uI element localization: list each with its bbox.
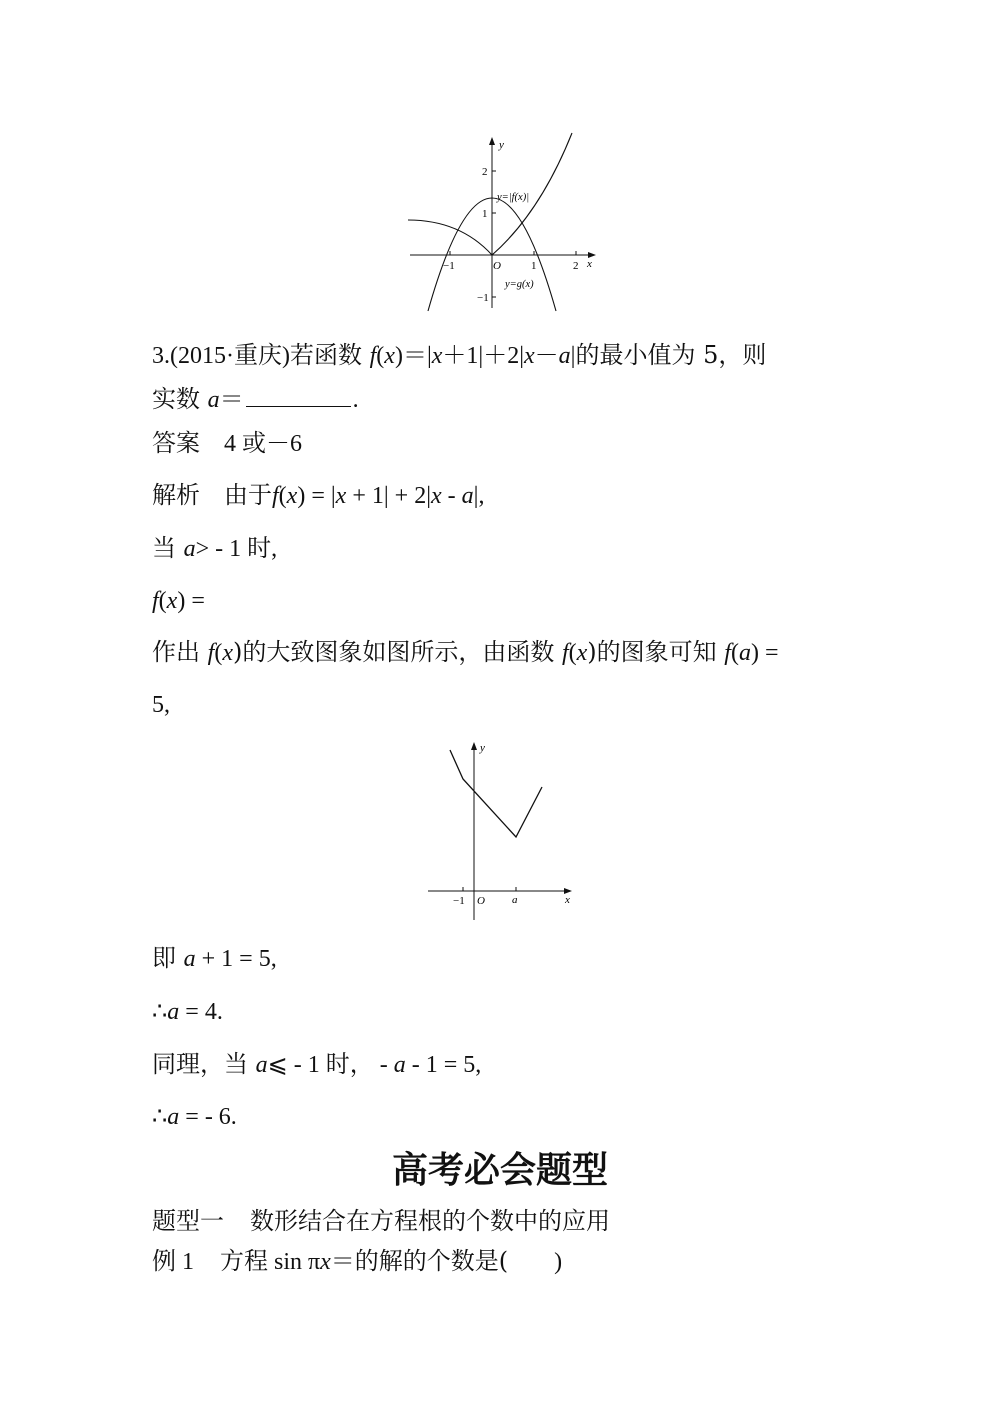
formula-part: |, bbox=[473, 483, 485, 509]
analysis-text: )的大致图象如图所示，由函数 bbox=[232, 638, 562, 666]
y-axis-arrow bbox=[471, 742, 477, 750]
analysis-text: 同理，当 bbox=[152, 1050, 256, 1078]
analysis-line-5: 5, bbox=[152, 692, 170, 718]
formula-part: - bbox=[441, 483, 462, 509]
formula-part: + 1 = 5, bbox=[195, 946, 277, 972]
x-tick-neg1: −1 bbox=[453, 895, 465, 907]
formula-part: ( bbox=[376, 343, 385, 369]
formula-part: － bbox=[534, 343, 559, 369]
therefore-symbol: ∴ bbox=[152, 1102, 168, 1130]
formula-var: a bbox=[183, 946, 196, 972]
analysis-line-1 bbox=[152, 480, 484, 511]
y-axis-arrow bbox=[489, 137, 495, 145]
analysis-text: 作出 bbox=[152, 638, 208, 666]
formula-var: a bbox=[738, 640, 751, 666]
formula-part: ⩽ - 1 时， - bbox=[267, 1052, 394, 1078]
x-tick-2: 2 bbox=[573, 260, 579, 272]
formula-var: x bbox=[335, 483, 347, 509]
problem-text-2: 的最小值为 5，则 bbox=[575, 341, 767, 369]
y-axis-label: y bbox=[480, 742, 485, 754]
x-tick-1: 1 bbox=[531, 260, 537, 272]
origin-label: O bbox=[477, 895, 485, 907]
origin-label: O bbox=[493, 260, 501, 272]
example-text-2: ＝的解的个数是( bbox=[330, 1247, 509, 1275]
x-axis-label: x bbox=[587, 258, 592, 270]
formula-part: + 1| + 2| bbox=[346, 483, 432, 509]
analysis-line-4 bbox=[152, 637, 779, 668]
y-tick-1: 1 bbox=[482, 208, 488, 220]
formula-var: a bbox=[167, 999, 180, 1025]
problem-3-line-2 bbox=[152, 384, 359, 415]
formula-part: ＋1|＋2| bbox=[442, 343, 525, 369]
formula-part: = - 6. bbox=[179, 1104, 237, 1130]
analysis-line-8 bbox=[152, 1049, 481, 1080]
formula-var: a bbox=[167, 1104, 180, 1130]
question-type-line bbox=[152, 1206, 610, 1236]
problem-source: (2015·重庆) bbox=[170, 343, 290, 369]
formula-var: x bbox=[431, 483, 442, 509]
x-tick-neg1: −1 bbox=[443, 260, 455, 272]
answer-line bbox=[152, 428, 302, 459]
formula-part: ( bbox=[214, 640, 223, 666]
curve-f bbox=[450, 750, 542, 837]
formula-part: . bbox=[352, 387, 359, 413]
analysis-formula bbox=[272, 483, 484, 509]
answer-blank bbox=[246, 386, 351, 407]
formula-part: - 1 = 5, bbox=[405, 1052, 482, 1078]
formula-var: x bbox=[286, 483, 298, 509]
question-type-title: 数形结合在方程根的个数中的应用 bbox=[250, 1207, 610, 1235]
formula-var: a bbox=[393, 1052, 406, 1078]
y-axis-label: y bbox=[499, 139, 504, 151]
analysis-text: 即 bbox=[152, 944, 184, 972]
formula-var: a bbox=[183, 536, 196, 562]
example-paren-close: ) bbox=[554, 1249, 563, 1275]
formula-part: ( bbox=[568, 640, 577, 666]
analysis-line-9 bbox=[152, 1101, 237, 1132]
curve-label-g: y=g(x) bbox=[505, 279, 534, 290]
formula-part: ( bbox=[158, 588, 167, 614]
formula-func: f bbox=[152, 588, 159, 614]
formula-part: > - 1 时, bbox=[195, 536, 278, 562]
y-tick-neg1: −1 bbox=[477, 292, 489, 304]
formula-func: f bbox=[272, 483, 279, 509]
curve-abs-f bbox=[408, 133, 572, 255]
formula-part: ( bbox=[730, 640, 739, 666]
formula-part: | bbox=[570, 343, 576, 369]
analysis-line-6 bbox=[152, 943, 277, 974]
formula-var: a bbox=[461, 483, 474, 509]
question-type-label: 题型一 bbox=[152, 1207, 224, 1235]
formula-var: x bbox=[384, 343, 395, 369]
analysis-text: 当 bbox=[152, 534, 184, 562]
problem-text: 若函数 bbox=[289, 341, 362, 369]
formula-part: ( bbox=[278, 483, 287, 509]
formula-var: x bbox=[320, 1249, 331, 1275]
example-label: 例 1 bbox=[152, 1249, 194, 1275]
formula-part: ) = bbox=[750, 640, 779, 666]
answer-label: 答案 bbox=[152, 429, 200, 457]
problem-text-3: 实数 bbox=[152, 385, 208, 413]
example-text: 方程 sin π bbox=[220, 1249, 321, 1275]
figure-f-graph bbox=[420, 736, 582, 921]
example-1-line bbox=[152, 1246, 562, 1277]
answer-value: 4 或－6 bbox=[224, 431, 302, 457]
formula-part: ) = bbox=[177, 588, 205, 614]
formula-var: a bbox=[558, 343, 571, 369]
analysis-line-2 bbox=[152, 533, 277, 564]
curve-label-abs-f: y=|f(x)| bbox=[497, 192, 530, 203]
func-name: f bbox=[369, 343, 377, 369]
formula-var: x bbox=[431, 343, 443, 369]
formula-part: = 4. bbox=[179, 999, 223, 1025]
formula-func: f bbox=[724, 640, 731, 666]
formula-var: a bbox=[255, 1052, 268, 1078]
x-tick-a: a bbox=[512, 894, 518, 906]
therefore-symbol: ∴ bbox=[152, 997, 168, 1025]
formula-part: ＝ bbox=[219, 387, 244, 413]
problem-formula bbox=[370, 343, 576, 369]
formula-part: )＝| bbox=[394, 343, 432, 369]
figure-abs-f-and-g bbox=[400, 128, 610, 313]
y-tick-2: 2 bbox=[482, 166, 488, 178]
problem-3-line-1 bbox=[152, 340, 766, 371]
analysis-label: 解析 bbox=[152, 481, 200, 509]
section-heading: 高考必会题型 bbox=[391, 1149, 608, 1191]
analysis-text: 由于 bbox=[224, 481, 272, 509]
analysis-line-7 bbox=[152, 996, 223, 1027]
formula-var: x bbox=[166, 588, 178, 614]
formula-func: f bbox=[207, 640, 215, 666]
formula-var: x bbox=[524, 343, 535, 369]
formula-var: a bbox=[207, 387, 220, 413]
formula-var: x bbox=[222, 640, 233, 666]
formula-var: x bbox=[576, 640, 588, 666]
x-axis-label: x bbox=[565, 894, 570, 906]
analysis-text: )的图象可知 bbox=[587, 638, 725, 666]
formula-part: ) = | bbox=[297, 483, 336, 509]
problem-number: 3. bbox=[152, 343, 170, 369]
analysis-line-3 bbox=[152, 585, 205, 616]
formula-func: f bbox=[561, 640, 569, 666]
